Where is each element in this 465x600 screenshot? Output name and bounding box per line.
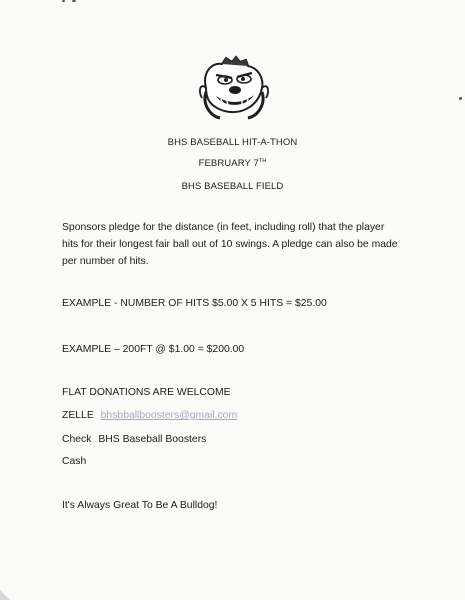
event-date <box>0 158 465 169</box>
scan-speck <box>72 0 76 2</box>
example-number-of-hits: EXAMPLE - NUMBER OF HITS $5.00 X 5 HITS = $25.00 <box>62 298 327 309</box>
flat-donations-text: FLAT DONATIONS ARE WELCOME <box>62 387 231 398</box>
event-date-text: FEBRUARY 7 <box>198 158 259 169</box>
check-line <box>62 434 206 445</box>
zelle-label: ZELLE <box>62 410 94 421</box>
check-label: Check <box>62 434 92 445</box>
cash-label: Cash <box>62 456 87 467</box>
event-title: BHS BASEBALL HIT-A-THON <box>167 137 298 148</box>
slogan: It's Always Great To Be A Bulldog! <box>62 500 218 511</box>
bulldog-logo-icon <box>192 52 274 122</box>
scan-speck <box>459 97 462 100</box>
zelle-line <box>62 410 237 421</box>
event-location: BHS BASEBALL FIELD <box>181 181 284 192</box>
pledge-description: Sponsors pledge for the distance (in feet, including roll) that the player hits for their longest fair ball out of 10 swings. A pledge can also be made per number of hits. <box>62 222 398 267</box>
event-date-suffix: TH <box>258 157 267 164</box>
page-corner-fold <box>0 590 10 600</box>
check-payee: BHS Baseball Boosters <box>98 434 207 445</box>
scan-speck <box>62 0 65 2</box>
example-distance: EXAMPLE – 200FT @ $1.00 = $200.00 <box>62 344 245 355</box>
zelle-email-link[interactable]: bhsbballboosters@gmail.com <box>100 410 238 421</box>
